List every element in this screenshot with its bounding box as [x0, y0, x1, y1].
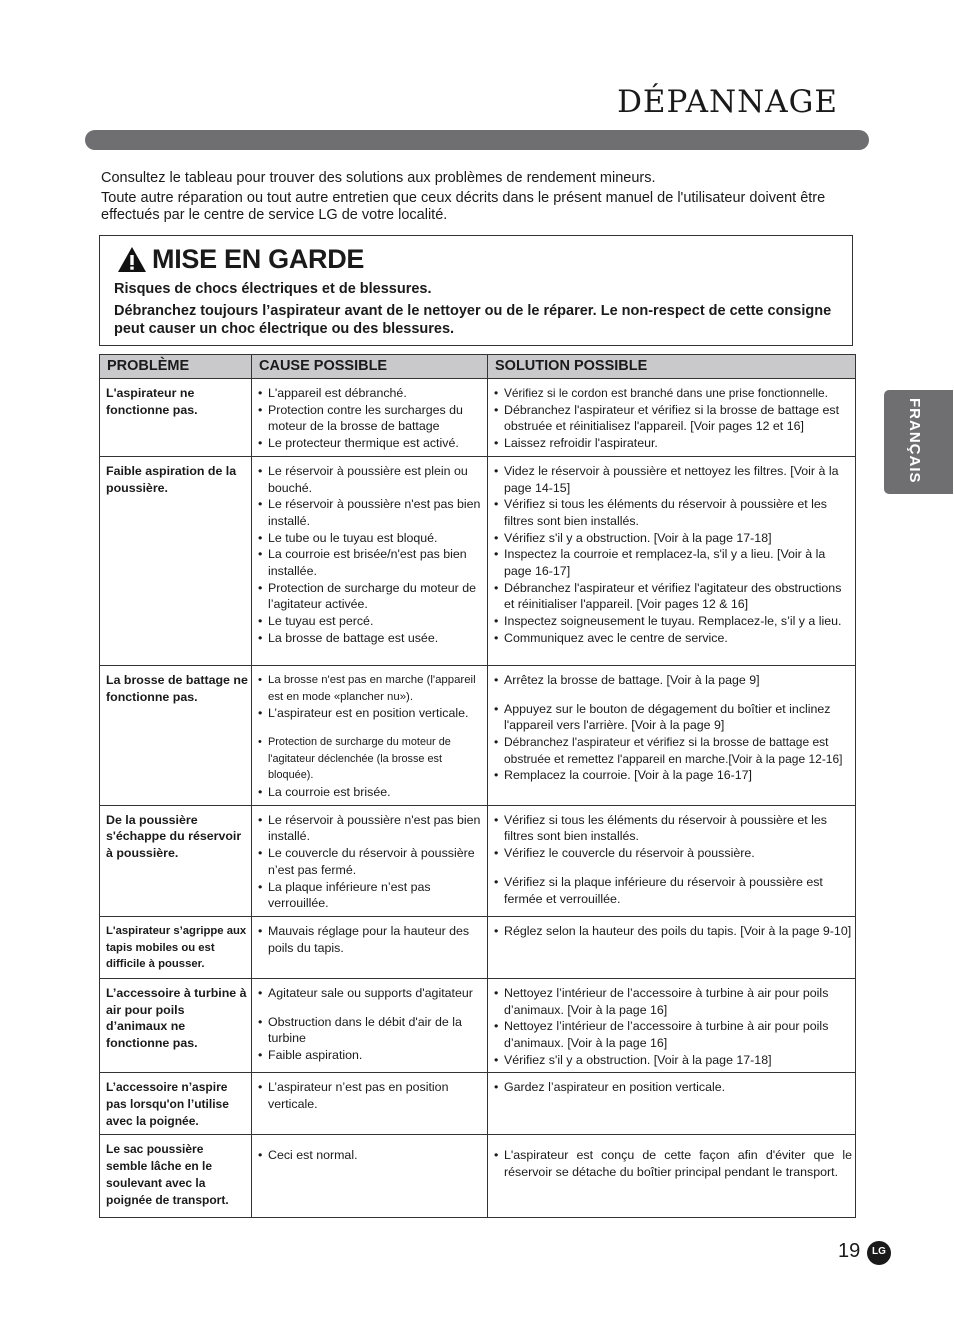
solution-item: • Vérifiez le couvercle du réservoir à poussière. — [494, 845, 852, 862]
table-row — [100, 665, 856, 805]
cause-item: • Le réservoir à poussière est plein ou bouché. — [258, 463, 484, 496]
cause-item: • L’aspirateur n’est pas en position verticale. — [258, 1079, 484, 1112]
solution-item: • Nettoyez l’intérieur de l’accessoire à turbine à air pour poils d’animaux. [Voir à la page 16] — [494, 1018, 852, 1051]
header-problem: PROBLÈME — [100, 355, 252, 379]
solution-item: • Réglez selon la hauteur des poils du tapis. [Voir à la page 9-10] — [494, 923, 852, 940]
problem-cell: L’accessoire à turbine à air pour poils d’animaux ne fonctionne pas. — [100, 978, 252, 1073]
intro-line: Consultez le tableau pour trouver des solutions aux problèmes de rendement mineurs. — [101, 170, 656, 186]
problem-cell: Faible aspiration de la poussière. — [100, 456, 252, 665]
cause-item: • Le couvercle du réservoir à poussière n’est pas fermé. — [258, 845, 484, 878]
solution-item: • Appuyez sur le bouton de dégagement du boîtier et inclinez l'appareil vers l'arrière. [Voir à la page 9] — [494, 701, 852, 734]
cause-cell — [252, 916, 488, 978]
language-tab-label: FRANÇAIS — [906, 398, 923, 484]
table-row — [100, 916, 856, 978]
warning-subtitle: Risques de chocs électriques et de blessures. — [114, 281, 432, 297]
solution-cell — [488, 665, 856, 805]
solution-cell — [488, 978, 856, 1073]
cause-item: • Mauvais réglage pour la hauteur des poils du tapis. — [258, 923, 484, 956]
solution-item: • Débranchez l'aspirateur et vérifiez si la brosse de battage est obstruée et réinitialisez l'appareil. [Voir pages 12 et 16] — [494, 402, 852, 435]
warning-title: MISE EN GARDE — [152, 244, 365, 274]
cause-item: • La plaque inférieure n’est pas verrouillée. — [258, 879, 484, 912]
solution-item: • Laissez refroidir l'aspirateur. — [494, 435, 852, 452]
problem-cell: L’accessoire n’aspire pas lorsqu'on l’utilise avec la poignée. — [100, 1073, 252, 1135]
problem-cell: De la poussière s'échappe du réservoir à poussière. — [100, 805, 252, 916]
cause-item: • Le réservoir à poussière n'est pas bien installé. — [258, 812, 484, 845]
warning-text: Débranchez toujours l’aspirateur avant de le nettoyer ou de le réparer. Le non-respect de cette consigne peut causer un choc électrique ou des blessures. — [114, 303, 832, 337]
cause-item: • Faible aspiration. — [258, 1047, 484, 1064]
cause-item: • La courroie est brisée. — [258, 784, 484, 801]
problem-cell: La brosse de battage ne fonctionne pas. — [100, 665, 252, 805]
lg-logo — [867, 1241, 891, 1265]
solution-item: • Vérifiez si tous les éléments du réservoir à poussière et les filtres sont bien installés. — [494, 812, 852, 845]
intro-text — [101, 170, 866, 225]
solution-cell — [488, 1073, 856, 1135]
solution-item: • Arrêtez la brosse de battage. [Voir à la page 9] — [494, 672, 852, 689]
solution-item: • Débranchez l'aspirateur et vérifiez si la brosse de battage est obstruée et remettez l'appareil en marche.[Voir à la page 12-16] — [494, 734, 852, 767]
solution-item: • Vérifiez s'il y a obstruction. [Voir à la page 17-18] — [494, 1052, 852, 1069]
table-row — [100, 978, 856, 1073]
solution-item: • Débranchez l'aspirateur et vérifiez l'agitateur des obstructions et réinitialiser l'appareil. [Voir pages 12 & 16] — [494, 580, 852, 613]
solution-item: • Remplacez la courroie. [Voir à la page 16-17] — [494, 767, 852, 784]
problem-cell: L'aspirateur s’agrippe aux tapis mobiles ou est difficile à pousser. — [100, 916, 252, 978]
warning-box — [99, 235, 853, 346]
cause-item: • Le tuyau est percé. — [258, 613, 484, 630]
table-row — [100, 1073, 856, 1135]
troubleshooting-table — [99, 354, 856, 1218]
intro-line: Toute autre réparation ou tout autre entretien que ceux décrits dans le présent manuel de l'utilisateur doivent être effectués par le centre de service LG de votre localité. — [101, 189, 826, 223]
solution-cell — [488, 916, 856, 978]
cause-cell — [252, 456, 488, 665]
cause-item: • Ceci est normal. — [258, 1147, 484, 1164]
cause-item: • L'appareil est débranché. — [258, 385, 484, 402]
language-tab — [884, 390, 953, 494]
header-cause: CAUSE POSSIBLE — [252, 355, 488, 379]
table-row — [100, 1135, 856, 1218]
problem-cell: L'aspirateur ne fonctionne pas. — [100, 379, 252, 457]
cause-item: • Agitateur sale ou supports d'agitateur — [258, 985, 484, 1002]
page-number: 19 — [838, 1240, 861, 1262]
solution-item: • Communiquez avec le centre de service. — [494, 630, 852, 647]
solution-cell — [488, 1135, 856, 1218]
lg-logo-text: LG — [872, 1246, 886, 1257]
table-header-row — [100, 355, 856, 379]
solution-item: • Gardez l’aspirateur en position verticale. — [494, 1079, 852, 1096]
warning-header — [117, 244, 364, 275]
cause-item: • Le tube ou le tuyau est bloqué. — [258, 530, 484, 547]
cause-item: • L’aspirateur est en position verticale. — [258, 705, 484, 722]
cause-cell — [252, 379, 488, 457]
cause-item: • La brosse n'est pas en marche (l'appareil est en mode «plancher nu»). — [258, 672, 484, 705]
cause-item: • Protection de surcharge du moteur de l'agitateur déclenchée (la brosse est bloquée). — [258, 734, 484, 784]
cause-item: • La brosse de battage est usée. — [258, 630, 484, 647]
solution-item: • Vérifiez si la plaque inférieure du réservoir à poussière est fermée et verrouillée. — [494, 874, 852, 907]
cause-cell — [252, 665, 488, 805]
solution-item: • Nettoyez l’intérieur de l’accessoire à turbine à air pour poils d’animaux. [Voir à la page 16] — [494, 985, 852, 1018]
solution-cell — [488, 805, 856, 916]
table-row — [100, 379, 856, 457]
cause-item: • La courroie est brisée/n'est pas bien installée. — [258, 546, 484, 579]
cause-item: • Protection de surcharge du moteur de l’agitateur activée. — [258, 580, 484, 613]
cause-cell — [252, 978, 488, 1073]
table-row — [100, 456, 856, 665]
cause-item: • Le réservoir à poussière n'est pas bien installé. — [258, 496, 484, 529]
solution-cell — [488, 456, 856, 665]
solution-item: • Vérifiez s'il y a obstruction. [Voir à la page 17-18] — [494, 530, 852, 547]
cause-cell — [252, 1073, 488, 1135]
cause-item: • Protection contre les surcharges du moteur de la brosse de battage — [258, 402, 484, 435]
title-bar — [85, 130, 869, 150]
cause-cell — [252, 1135, 488, 1218]
header-solution: SOLUTION POSSIBLE — [488, 355, 856, 379]
cause-item: • Le protecteur thermique est activé. — [258, 435, 484, 452]
cause-item: • Obstruction dans le débit d'air de la turbine — [258, 1014, 484, 1047]
table-row — [100, 805, 856, 916]
solution-item: • Inspectez soigneusement le tuyau. Remplacez-le, s’il y a lieu. — [494, 613, 852, 630]
solution-item: • Vérifiez si tous les éléments du réservoir à poussière et les filtres sont bien installés. — [494, 496, 852, 529]
problem-cell: Le sac poussière semble lâche en le soulevant avec la poignée de transport. — [100, 1135, 252, 1218]
solution-cell — [488, 379, 856, 457]
cause-cell — [252, 805, 488, 916]
solution-item: • Videz le réservoir à poussière et nettoyez les filtres. [Voir à la page 14-15] — [494, 463, 852, 496]
solution-item: • Inspectez la courroie et remplacez-la, s'il y a lieu. [Voir à la page 16-17] — [494, 546, 852, 579]
solution-item: • Vérifiez si le cordon est branché dans une prise fonctionnelle. — [494, 385, 852, 402]
warning-triangle-icon — [117, 246, 147, 273]
solution-item: • L'aspirateur est conçu de cette façon afin d'éviter que le réservoir se détache du boîtier principal pendant le transport. — [494, 1147, 852, 1180]
page-title: DÉPANNAGE — [617, 84, 838, 120]
